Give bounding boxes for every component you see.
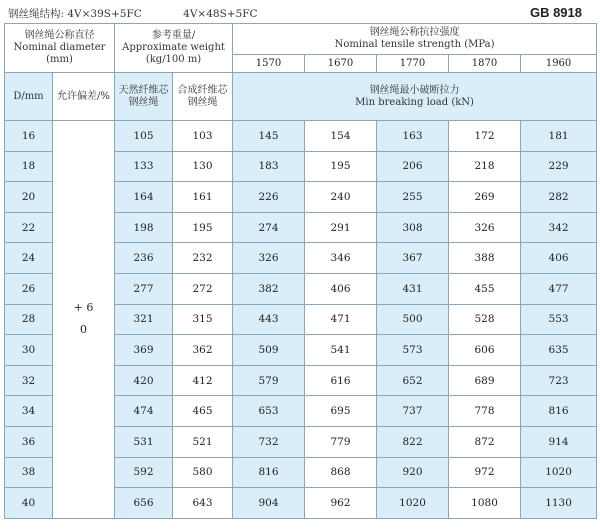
breaking-load-cn: 钢丝绳最小破断拉力: [369, 84, 460, 96]
value-cell: 195: [305, 151, 377, 182]
value-cell: 145: [233, 121, 305, 152]
col-diameter: D/mm: [5, 73, 53, 121]
value-cell: 531: [115, 426, 173, 457]
value-cell: 477: [521, 273, 597, 304]
weight-en: Approximate weight: [122, 42, 225, 53]
standard-code: GB 8918: [529, 5, 582, 20]
table-row: [5, 121, 597, 152]
value-cell: 369: [115, 335, 173, 366]
value-cell: 816: [521, 396, 597, 427]
value-cell: 164: [115, 182, 173, 213]
value-cell: 656: [115, 488, 173, 519]
rope-structure-2: 4V×48S+5FC: [183, 8, 258, 20]
value-cell: 326: [233, 243, 305, 274]
diameter-cell: 32: [5, 365, 53, 396]
col-synthetic-fiber: [173, 73, 233, 121]
nominal-diameter-unit: (mm): [46, 54, 73, 65]
value-cell: 474: [115, 396, 173, 427]
diameter-cell: 16: [5, 121, 53, 152]
grade-1670: 1670: [305, 55, 377, 73]
value-cell: 695: [305, 396, 377, 427]
diameter-cell: 38: [5, 457, 53, 488]
value-cell: 431: [377, 273, 449, 304]
value-cell: 573: [377, 335, 449, 366]
value-cell: 500: [377, 304, 449, 335]
breaking-load-header: [233, 73, 597, 121]
value-cell: 553: [521, 304, 597, 335]
diameter-cell: 20: [5, 182, 53, 213]
value-cell: 269: [449, 182, 521, 213]
weight-unit: (kg/100 m): [145, 54, 202, 65]
col-tolerance: 允许偏差/%: [53, 73, 115, 121]
value-cell: 367: [377, 243, 449, 274]
value-cell: 326: [449, 212, 521, 243]
grade-1570: 1570: [233, 55, 305, 73]
value-cell: 406: [521, 243, 597, 274]
value-cell: 130: [173, 151, 233, 182]
value-cell: 346: [305, 243, 377, 274]
value-cell: 315: [173, 304, 233, 335]
value-cell: 914: [521, 426, 597, 457]
grade-1960: 1960: [521, 55, 597, 73]
value-cell: 1080: [449, 488, 521, 519]
diameter-cell: 36: [5, 426, 53, 457]
rope-structure-1: 钢丝绳结构: 4V×39S+5FC: [8, 8, 142, 20]
col-natural-fiber-1: 天然纤维芯: [118, 84, 169, 96]
weight-cn: 参考重量/: [151, 30, 196, 41]
value-cell: 406: [305, 273, 377, 304]
tolerance-upper: + 6: [73, 301, 94, 315]
value-cell: 732: [233, 426, 305, 457]
weight-header: [115, 24, 233, 73]
value-cell: 236: [115, 243, 173, 274]
value-cell: 528: [449, 304, 521, 335]
value-cell: 362: [173, 335, 233, 366]
nominal-diameter-header: [5, 24, 115, 73]
value-cell: 455: [449, 273, 521, 304]
value-cell: 962: [305, 488, 377, 519]
value-cell: 471: [305, 304, 377, 335]
value-cell: 723: [521, 365, 597, 396]
value-cell: 816: [233, 457, 305, 488]
rope-spec-table: [4, 23, 597, 519]
col-synthetic-fiber-2: 钢丝绳: [187, 96, 218, 108]
value-cell: 1130: [521, 488, 597, 519]
value-cell: 321: [115, 304, 173, 335]
value-cell: 592: [115, 457, 173, 488]
table-body: [5, 121, 597, 519]
value-cell: 920: [377, 457, 449, 488]
nominal-diameter-en: Nominal diameter: [13, 42, 106, 53]
tolerance-lower: 0: [80, 323, 87, 337]
value-cell: 635: [521, 335, 597, 366]
value-cell: 277: [115, 273, 173, 304]
value-cell: 412: [173, 365, 233, 396]
value-cell: 342: [521, 212, 597, 243]
nominal-diameter-cn: 钢丝绳公称直径: [24, 30, 95, 41]
value-cell: 904: [233, 488, 305, 519]
value-cell: 161: [173, 182, 233, 213]
diameter-cell: 26: [5, 273, 53, 304]
value-cell: 420: [115, 365, 173, 396]
grade-1770: 1770: [377, 55, 449, 73]
value-cell: 272: [173, 273, 233, 304]
value-cell: 232: [173, 243, 233, 274]
value-cell: 541: [305, 335, 377, 366]
value-cell: 218: [449, 151, 521, 182]
value-cell: 172: [449, 121, 521, 152]
value-cell: 616: [305, 365, 377, 396]
value-cell: 868: [305, 457, 377, 488]
value-cell: 198: [115, 212, 173, 243]
value-cell: 105: [115, 121, 173, 152]
grade-1870: 1870: [449, 55, 521, 73]
value-cell: 308: [377, 212, 449, 243]
value-cell: 382: [233, 273, 305, 304]
value-cell: 606: [449, 335, 521, 366]
value-cell: 291: [305, 212, 377, 243]
value-cell: 643: [173, 488, 233, 519]
value-cell: 229: [521, 151, 597, 182]
rope-structure: [8, 6, 296, 21]
value-cell: 465: [173, 396, 233, 427]
col-natural-fiber: [115, 73, 173, 121]
diameter-cell: 28: [5, 304, 53, 335]
tensile-strength-en: Nominal tensile strength (MPa): [334, 39, 495, 50]
value-cell: 183: [233, 151, 305, 182]
diameter-cell: 34: [5, 396, 53, 427]
col-synthetic-fiber-1: 合成纤维芯: [177, 84, 228, 96]
header-bar: [8, 6, 592, 22]
value-cell: 521: [173, 426, 233, 457]
diameter-cell: 40: [5, 488, 53, 519]
value-cell: 103: [173, 121, 233, 152]
value-cell: 972: [449, 457, 521, 488]
value-cell: 778: [449, 396, 521, 427]
value-cell: 443: [233, 304, 305, 335]
tolerance-cell: [53, 121, 115, 519]
tensile-strength-cn: 钢丝绳公称抗拉强度: [369, 27, 460, 38]
value-cell: 779: [305, 426, 377, 457]
value-cell: 580: [173, 457, 233, 488]
value-cell: 737: [377, 396, 449, 427]
value-cell: 154: [305, 121, 377, 152]
value-cell: 579: [233, 365, 305, 396]
value-cell: 822: [377, 426, 449, 457]
value-cell: 181: [521, 121, 597, 152]
value-cell: 282: [521, 182, 597, 213]
value-cell: 872: [449, 426, 521, 457]
value-cell: 1020: [377, 488, 449, 519]
breaking-load-en: Min breaking load (kN): [355, 96, 474, 108]
value-cell: 653: [233, 396, 305, 427]
diameter-cell: 24: [5, 243, 53, 274]
value-cell: 509: [233, 335, 305, 366]
diameter-cell: 30: [5, 335, 53, 366]
diameter-cell: 18: [5, 151, 53, 182]
value-cell: 388: [449, 243, 521, 274]
value-cell: 206: [377, 151, 449, 182]
value-cell: 1020: [521, 457, 597, 488]
value-cell: 689: [449, 365, 521, 396]
value-cell: 274: [233, 212, 305, 243]
value-cell: 226: [233, 182, 305, 213]
tensile-strength-header: [233, 24, 597, 55]
value-cell: 133: [115, 151, 173, 182]
value-cell: 255: [377, 182, 449, 213]
value-cell: 195: [173, 212, 233, 243]
value-cell: 163: [377, 121, 449, 152]
col-natural-fiber-2: 钢丝绳: [128, 96, 159, 108]
diameter-cell: 22: [5, 212, 53, 243]
value-cell: 652: [377, 365, 449, 396]
value-cell: 240: [305, 182, 377, 213]
